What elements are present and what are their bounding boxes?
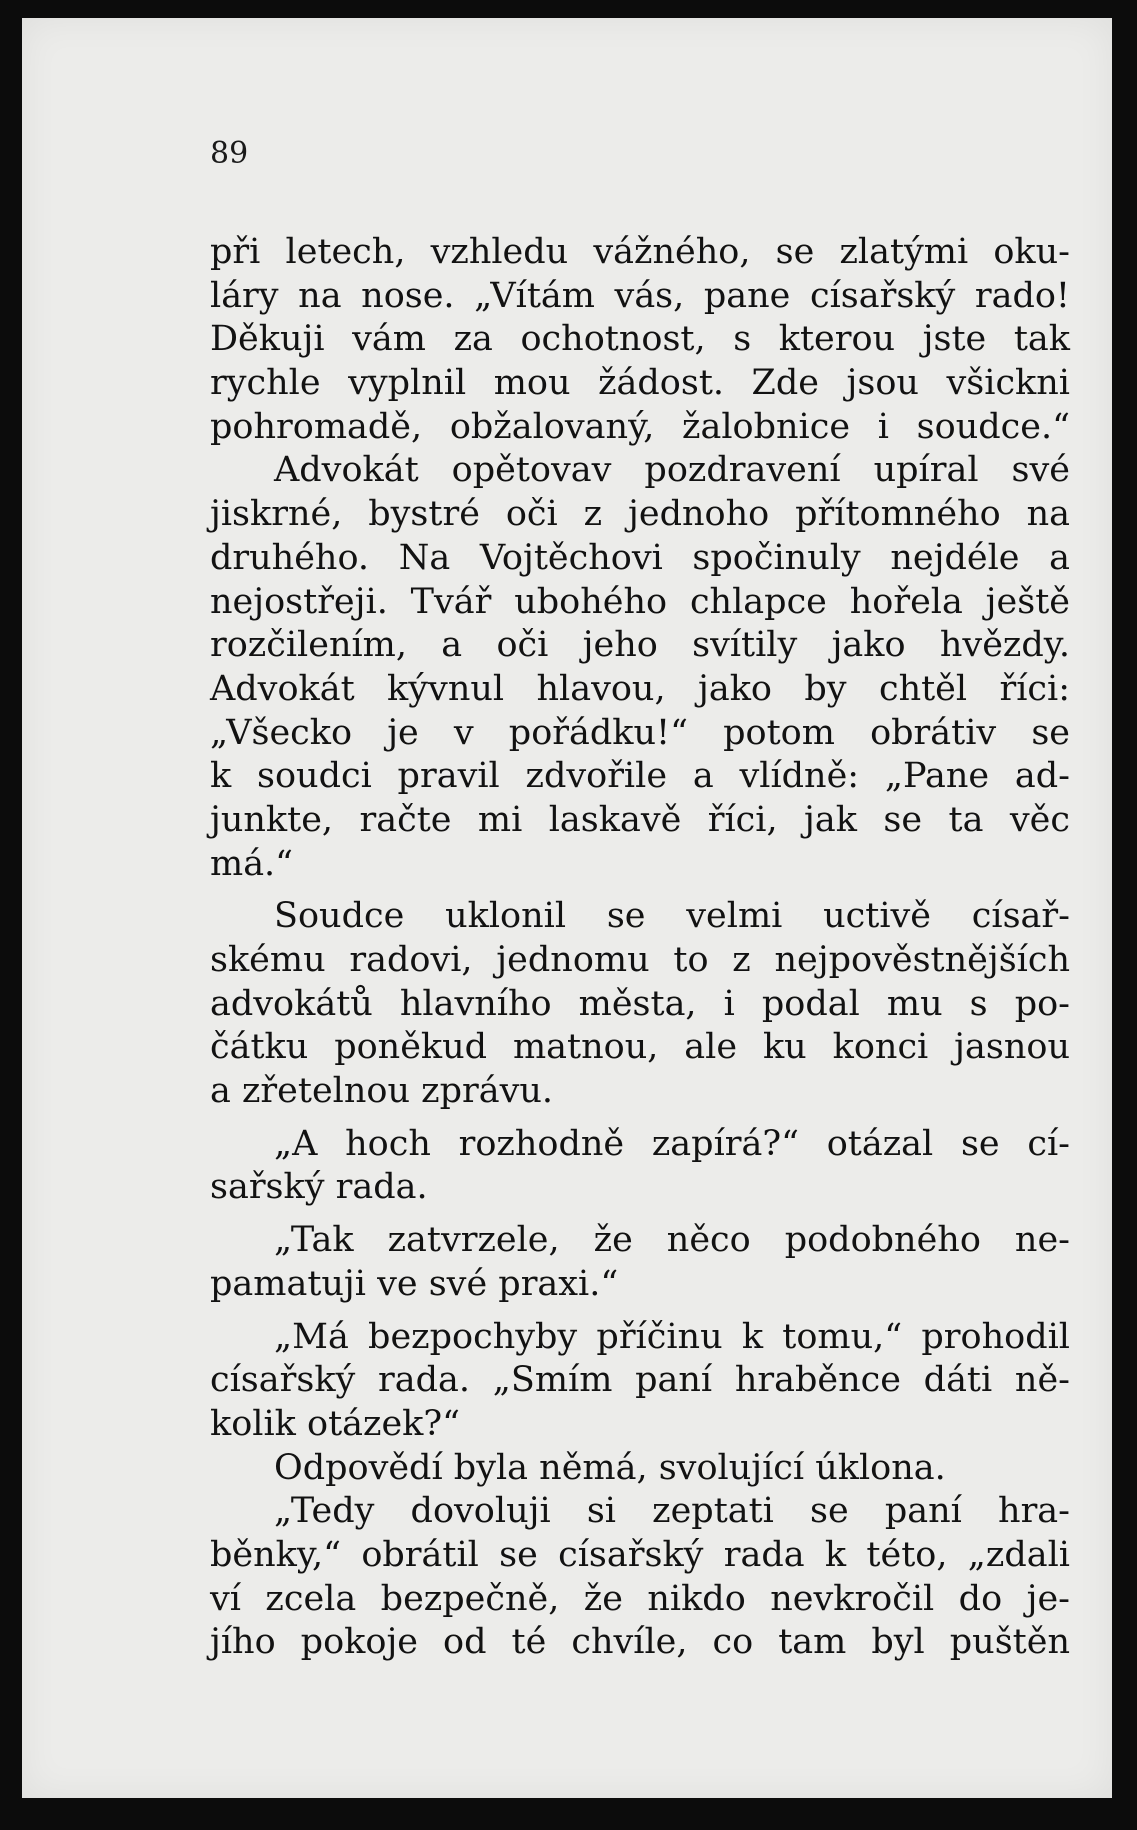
text-line: k soudci pravil zdvořile a vlídně: „Pane ad-: [210, 756, 1070, 797]
text-line: skému radovi, jednomu to z nejpověstnějších: [210, 940, 1070, 980]
text-line: Děkuji vám za ochotnost, s kterou jste tak: [210, 319, 1070, 360]
text-line: Odpovědí byla němá, svolující úklona.: [274, 1447, 946, 1488]
text-line: „Má bezpochyby příčinu k tomu,“ prohodil: [274, 1316, 1070, 1357]
text-line: Advokát kývnul hlavou, jako by chtěl říci:: [210, 668, 1070, 709]
page-number: 89: [210, 136, 249, 171]
text-line: pamatuji ve své praxi.“: [210, 1263, 619, 1304]
text-line: „Tedy dovoluji si zeptati se paní hra-: [274, 1491, 1070, 1532]
text-line: Soudce uklonil se velmi uctivě císař-: [274, 896, 1070, 937]
paragraph: [210, 1219, 1070, 1306]
book-page: [22, 18, 1112, 1798]
text-line: při letech, vzhledu vážného, se zlatými oku-: [210, 232, 1070, 272]
text-line: a zřetelnou zprávu.: [210, 1071, 554, 1112]
text-line: junkte, račte mi laskavě říci, jak se ta věc: [210, 799, 1070, 840]
text-line: „Tak zatvrzele, že něco podobného ne-: [274, 1220, 1070, 1261]
paragraph: [210, 1316, 1070, 1447]
text-line: ví zcela bezpečně, že nikdo nevkročil do je-: [210, 1578, 1070, 1619]
text-line: láry na nose. „Vítám vás, pane císařský rado!: [210, 275, 1070, 316]
text-line: rychle vyplnil mou žádost. Zde jsou všickni: [210, 363, 1070, 404]
text-line: jího pokoje od té chvíle, co tam byl puštěn: [210, 1622, 1070, 1663]
text-line: sařský rada.: [210, 1167, 428, 1208]
text-line: císařský rada. „Smím paní hraběnce dáti ně-: [210, 1360, 1070, 1401]
paragraph: [210, 231, 1070, 449]
text-line: Advokát opětovav pozdravení upíral své: [274, 450, 1070, 491]
text-line: jiskrné, bystré oči z jednoho přítomného na: [210, 494, 1070, 535]
text-line: má.“: [210, 843, 294, 884]
text-line: „Všecko je v pořádku!“ potom obrátiv se: [210, 712, 1070, 753]
paragraph: [210, 895, 1070, 1113]
paragraph: [210, 449, 1070, 886]
text-line: čátku poněkud matnou, ale ku konci jasnou: [210, 1027, 1070, 1068]
text-line: běnky,“ obrátil se císařský rada k této, „zdali: [210, 1534, 1070, 1575]
text-line: druhého. Na Vojtěchovi spočinuly nejdéle a: [210, 537, 1070, 578]
paragraph: [210, 1447, 1070, 1491]
paragraph: [210, 1123, 1070, 1210]
text-line: rozčilením, a oči jeho svítily jako hvězdy.: [210, 625, 1070, 666]
text-line: advokátů hlavního města, i podal mu s po-: [210, 983, 1070, 1024]
text-line: kolik otázek?“: [210, 1403, 461, 1444]
text-line: „A hoch rozhodně zapírá?“ otázal se cí-: [274, 1123, 1070, 1164]
paragraph: [210, 1490, 1070, 1665]
text-line: pohromadě, obžalovaný, žalobnice i soudce.“: [210, 406, 1070, 447]
body-text: [210, 231, 1070, 1665]
text-line: nejostřeji. Tvář ubohého chlapce hořela ještě: [210, 581, 1070, 622]
